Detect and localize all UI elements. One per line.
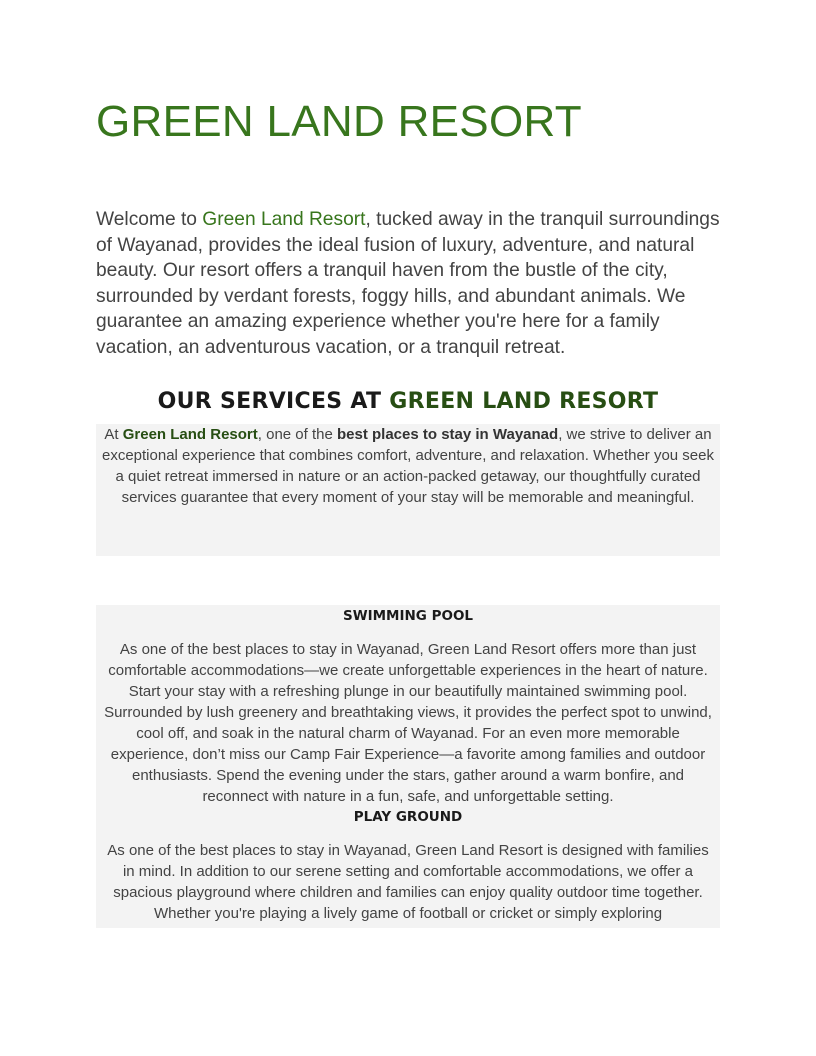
services-intro-part: , one of the (257, 426, 337, 443)
services-intro-text (96, 424, 720, 508)
services-intro-bold: best places to stay in Wayanad (337, 426, 559, 443)
services-intro-part: At (104, 426, 123, 443)
swimming-pool-heading: SWIMMING POOL (342, 608, 474, 624)
services-intro-part: , we strive to deliver an exceptional experience that combines comfort, adventure, and relaxation. Whether you seek a quiet retreat immersed in nature or an action-packed getaway, our thoughtfully curated services guarantee that every moment of your stay will be memorable and meaningful. (101, 426, 714, 506)
playground-heading: PLAY GROUND (353, 809, 463, 825)
services-intro-box (96, 424, 720, 556)
services-heading-prefix: OUR SERVICES AT (157, 389, 390, 414)
services-intro-brand: Green Land Resort (122, 426, 258, 443)
playground-text: As one of the best places to stay in Wayanad, Green Land Resort is designed with families in mind. In addition to our serene setting and comfortable accommodations, we offer a spacious playground where children and families can enjoy quality outdoor time together. Whether you're playing a lively game of football or cricket or simply exploring (107, 842, 709, 922)
services-list-box (96, 605, 720, 928)
swimming-pool-text: As one of the best places to stay in Wayanad, Green Land Resort offers more than just comfortable accommodations—we create unforgettable experiences in the heart of nature. Start your stay with a refreshing plunge in our beautifully maintained swimming pool. Surrounded by lush greenery and breathtaking views, it provides the perfect spot to unwind, cool off, and soak in the natural charm of Wayanad. For an even more memorable experience, don’t miss our Camp Fair Experience—a favorite among families and outdoor enthusiasts. Spend the evening under the stars, gather around a warm bonfire, and reconnect with nature in a fun, safe, and unforgettable setting. (104, 641, 712, 805)
intro-text: , tucked away in the tranquil surroundings of Wayanad, provides the ideal fusion of luxury, adventure, and natural beauty. Our resort offers a tranquil haven from the bustle of the city, surrounded by verdant forests, foggy hills, and abundant animals. We guarantee an amazing experience whether you're here for a family vacation, an adventurous vacation, or a tranquil retreat. (96, 209, 720, 358)
page-title: GREEN LAND RESORT (96, 97, 582, 146)
intro-prefix: Welcome to (96, 209, 203, 230)
intro-resort-name: Green Land Resort (202, 209, 366, 230)
services-heading-highlight: GREEN LAND RESORT (389, 389, 659, 414)
services-heading (96, 388, 720, 416)
intro-paragraph (96, 207, 724, 361)
